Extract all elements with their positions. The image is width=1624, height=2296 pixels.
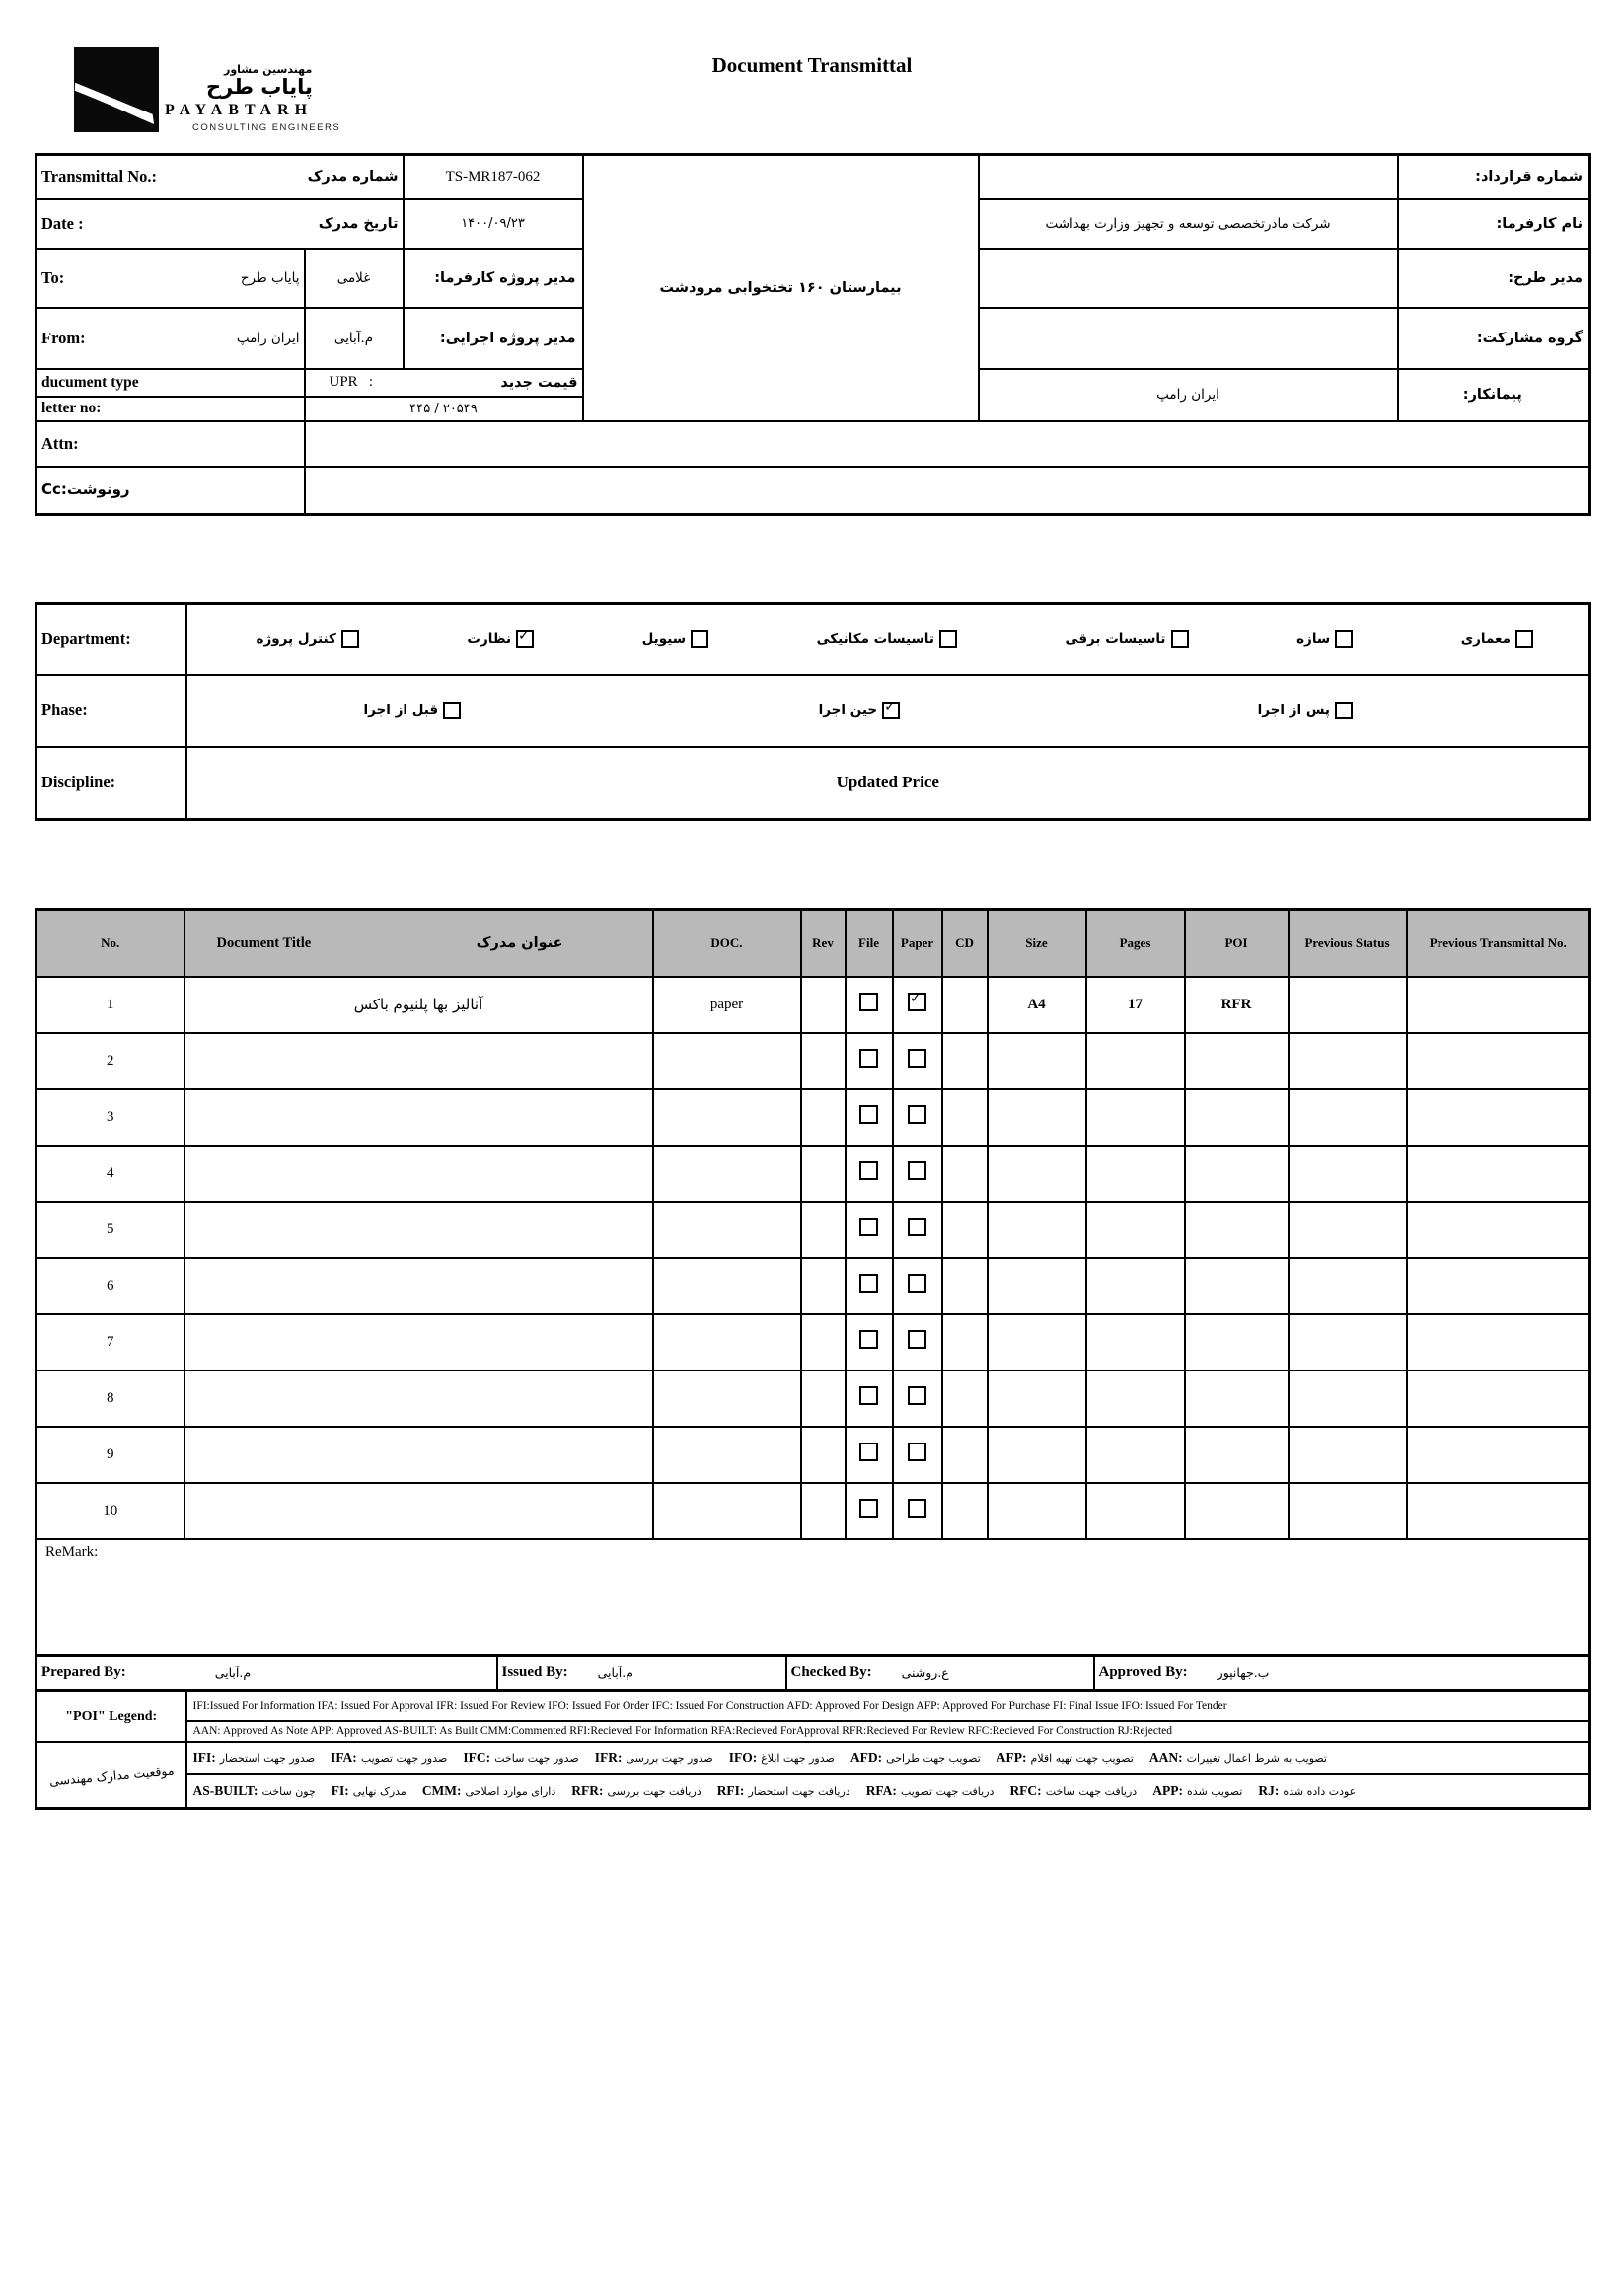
from-person: م.آبایی bbox=[305, 308, 404, 369]
after-exec-checkbox[interactable] bbox=[1335, 702, 1353, 719]
logo-en-name: PAYABTARH bbox=[165, 102, 314, 119]
col-header-pages: Pages bbox=[1086, 910, 1185, 977]
table-row bbox=[37, 1202, 1590, 1258]
file-checkbox[interactable] bbox=[859, 1499, 878, 1518]
to-value: پایاب طرح bbox=[240, 269, 300, 286]
transmittal-no-label: Transmittal No.: bbox=[41, 167, 158, 186]
legend-fa-line1: IFI: صدور جهت استحضار IFA: صدور جهت تصویب IFC: صدور جهت ساخت IFR: صدور جهت بررسی IFO: صدور جهت ابلاغ AFD: تصویب جهت طراحی AFP: تصویب جهت تهیه اقلام AAN: تصویب به شرط اعمال تغییرات bbox=[186, 1742, 1590, 1774]
row-no: 7 bbox=[37, 1314, 185, 1370]
barghi-checkbox[interactable] bbox=[1171, 630, 1189, 648]
logo-en-subtitle: CONSULTING ENGINEERS bbox=[192, 122, 341, 134]
col-header-poi: POI bbox=[1185, 910, 1289, 977]
issued-by-value: م.آبایی bbox=[597, 1666, 633, 1680]
row-poi: RFR bbox=[1185, 977, 1289, 1033]
design-manager-value bbox=[979, 249, 1398, 308]
table-row bbox=[37, 1483, 1590, 1539]
dept-option-memari: معماری bbox=[1461, 630, 1533, 648]
checked-by-value: ع.روشنی bbox=[901, 1666, 949, 1680]
civil-checkbox[interactable] bbox=[691, 630, 708, 648]
row-no: 10 bbox=[37, 1483, 185, 1539]
paper-checkbox[interactable] bbox=[908, 1386, 926, 1405]
attn-label: Attn: bbox=[41, 433, 79, 453]
design-manager-label: مدیر طرح: bbox=[1398, 249, 1590, 308]
col-header-cd: CD bbox=[942, 910, 988, 977]
approved-by-value: ب.جهانپور bbox=[1217, 1666, 1270, 1680]
logo-fa-tagline: مهندسین مشاور bbox=[224, 63, 313, 76]
before-exec-checkbox[interactable] bbox=[443, 702, 461, 719]
jv-group-value bbox=[979, 308, 1398, 369]
phase-option-during: ✓ حین اجرا bbox=[819, 702, 900, 719]
client-name-value: شرکت مادرتخصصی توسعه و تجهیز وزارت بهداشت bbox=[979, 199, 1398, 249]
checked-by-cell bbox=[786, 1656, 1094, 1691]
table-row bbox=[37, 1146, 1590, 1202]
row-prev-status bbox=[1289, 977, 1407, 1033]
file-checkbox[interactable] bbox=[859, 1274, 878, 1293]
row-no: 2 bbox=[37, 1033, 185, 1089]
contract-no-label: شماره قرارداد: bbox=[1398, 155, 1590, 199]
document-type-fa: قیمت جدید bbox=[500, 374, 578, 391]
transmittal-info-table bbox=[35, 153, 1591, 516]
table-row bbox=[37, 1033, 1590, 1089]
prepared-by-value: م.آبایی bbox=[214, 1666, 252, 1680]
row-no: 5 bbox=[37, 1202, 185, 1258]
document-type-label: ducument type bbox=[41, 373, 139, 391]
file-checkbox[interactable] bbox=[859, 1161, 878, 1180]
file-checkbox[interactable] bbox=[859, 1386, 878, 1405]
legend-en-line2: AAN: Approved As Note APP: Approved AS-BUILT: As Built CMM:Commented RFI:Recieved For Information RFA:Recieved ForApproval RFR:Recieved For Review RFC:Recieved For Construction RJ:Rejected bbox=[186, 1721, 1590, 1742]
col-header-doc: DOC. bbox=[653, 910, 801, 977]
dept-option-sazeh: سازه bbox=[1296, 630, 1353, 648]
phase-label: Phase: bbox=[37, 675, 186, 747]
signatures-table bbox=[35, 1654, 1591, 1692]
contract-no-value bbox=[979, 155, 1398, 199]
client-name-label: نام کارفرما: bbox=[1398, 199, 1590, 249]
to-person: غلامی bbox=[305, 249, 404, 308]
checked-by-label: Checked By: bbox=[790, 1665, 872, 1680]
legend-en-line1: IFI:Issued For Information IFA: Issued For Approval IFR: Issued For Review IFO: Issued For Order IFC: Issued For Construction AFD: Approved For Design AFP: Approved For Purchase FI: Final Issue IFO: Issued For Tender bbox=[186, 1691, 1590, 1721]
dept-option-nezarat: ✓ نظارت bbox=[467, 630, 534, 648]
nezarat-checkbox[interactable] bbox=[516, 630, 534, 648]
cc-value-cell bbox=[305, 467, 1590, 515]
row-size: A4 bbox=[988, 977, 1086, 1033]
from-value: ایران رامپ bbox=[236, 330, 300, 346]
poi-legend-table bbox=[35, 1689, 1591, 1810]
col-header-no: No. bbox=[37, 910, 185, 977]
documents-table bbox=[35, 908, 1591, 1657]
file-checkbox[interactable] bbox=[859, 993, 878, 1011]
col-header-prev-status: Previous Status bbox=[1289, 910, 1407, 977]
file-checkbox[interactable] bbox=[859, 1330, 878, 1349]
dept-option-barghi: تاسیسات برقی bbox=[1066, 630, 1189, 648]
table-row bbox=[37, 1427, 1590, 1483]
phase-options-cell bbox=[186, 675, 1590, 747]
poi-legend-label: "POI" Legend: bbox=[37, 1691, 186, 1742]
row-cd bbox=[942, 977, 988, 1033]
col-header-prev-transmittal: Previous Transmittal No. bbox=[1407, 910, 1590, 977]
to-role-label: مدیر پروژه کارفرما: bbox=[404, 249, 583, 308]
col-header-title: Document Title عنوان مدرک bbox=[185, 910, 653, 977]
paper-checkbox[interactable] bbox=[908, 1161, 926, 1180]
paper-checkbox[interactable] bbox=[908, 1330, 926, 1349]
date-label-fa: تاریخ مدرک bbox=[318, 215, 399, 232]
approved-by-label: Approved By: bbox=[1098, 1665, 1188, 1680]
from-label: From: bbox=[41, 328, 86, 347]
dept-option-civil: سیویل bbox=[642, 630, 708, 648]
phase-option-before: قبل از اجرا bbox=[364, 702, 462, 719]
transmittal-no-label-cell bbox=[37, 155, 404, 199]
prepared-by-label: Prepared By: bbox=[41, 1665, 126, 1680]
table-row bbox=[37, 1089, 1590, 1146]
department-table bbox=[35, 602, 1591, 821]
attn-value-cell bbox=[305, 421, 1590, 467]
during-exec-checkbox[interactable] bbox=[882, 702, 900, 719]
row-no: 6 bbox=[37, 1258, 185, 1314]
date-value: ۱۴۰۰/۰۹/۲۳ bbox=[404, 199, 583, 249]
legend-fa-line2: AS-BUILT: چون ساخت FI: مدرک نهایی CMM: دارای موارد اصلاحی RFR: دریافت جهت بررسی RFI: دریافت جهت استحضار RFA: دریافت جهت تصویب RFC: دریافت جهت ساخت APP: تصویب شده RJ: عودت داده شده bbox=[186, 1774, 1590, 1809]
row-no: 4 bbox=[37, 1146, 185, 1202]
jv-group-label: گروه مشارکت: bbox=[1398, 308, 1590, 369]
table-row bbox=[37, 1258, 1590, 1314]
document-type-label-cell bbox=[37, 369, 305, 397]
transmittal-no-value: TS-MR187-062 bbox=[404, 155, 583, 199]
letter-no-label-cell bbox=[37, 397, 305, 421]
cc-label: Cc:رونوشت bbox=[41, 481, 130, 499]
paper-checkbox[interactable] bbox=[908, 1218, 926, 1236]
dept-option-mekaniki: تاسیسات مکانیکی bbox=[817, 630, 957, 648]
paper-checkbox[interactable] bbox=[908, 1274, 926, 1293]
row-no: 8 bbox=[37, 1370, 185, 1427]
issued-by-cell bbox=[497, 1656, 786, 1691]
cc-label-cell bbox=[37, 467, 305, 515]
department-label: Department: bbox=[37, 604, 186, 675]
discipline-label: Discipline: bbox=[37, 747, 186, 820]
page-title: Document Transmittal bbox=[711, 53, 913, 77]
issued-by-label: Issued By: bbox=[501, 1665, 568, 1680]
row-no: 1 bbox=[37, 977, 185, 1033]
col-header-rev: Rev bbox=[801, 910, 846, 977]
row-pages: 17 bbox=[1086, 977, 1185, 1033]
row-title: آنالیز بها پلنیوم باکس bbox=[185, 977, 653, 1033]
transmittal-no-label-fa: شماره مدرک bbox=[307, 169, 399, 185]
project-name: بیمارستان ۱۶۰ تختخوابی مرودشت bbox=[583, 155, 979, 421]
letter-no-value: ۴۴۵ / ۲۰۵۴۹ bbox=[305, 397, 583, 421]
page-header bbox=[0, 39, 1624, 148]
table-row bbox=[37, 1314, 1590, 1370]
table-row bbox=[37, 977, 1590, 1033]
row-prev-transmittal bbox=[1407, 977, 1590, 1033]
paper-checkbox[interactable] bbox=[908, 1499, 926, 1518]
col-header-paper: Paper bbox=[893, 910, 942, 977]
attn-label-cell bbox=[37, 421, 305, 467]
engineering-docs-status-label: موقعیت مدارک مهندسی bbox=[34, 1736, 188, 1815]
row-doc: paper bbox=[653, 977, 801, 1033]
file-checkbox[interactable] bbox=[859, 1105, 878, 1124]
date-label-cell bbox=[37, 199, 404, 249]
row-rev bbox=[801, 977, 846, 1033]
contractor-value: ایران رامپ bbox=[979, 369, 1398, 421]
file-checkbox[interactable] bbox=[859, 1443, 878, 1461]
paper-checkbox[interactable] bbox=[908, 993, 926, 1011]
to-cell bbox=[37, 249, 305, 308]
col-header-size: Size bbox=[988, 910, 1086, 977]
remark-cell: ReMark: bbox=[37, 1539, 1590, 1656]
row-no: 9 bbox=[37, 1427, 185, 1483]
document-type-code: UPR : bbox=[329, 374, 374, 390]
mekaniki-checkbox[interactable] bbox=[939, 630, 957, 648]
approved-by-cell bbox=[1094, 1656, 1590, 1691]
from-cell bbox=[37, 308, 305, 369]
letter-no-label: letter no: bbox=[41, 400, 102, 416]
file-checkbox[interactable] bbox=[859, 1049, 878, 1068]
phase-option-after: پس از اجرا bbox=[1258, 702, 1353, 719]
table-row bbox=[37, 1370, 1590, 1427]
row-no: 3 bbox=[37, 1089, 185, 1146]
document-type-value-cell bbox=[305, 369, 583, 397]
contractor-label: پیمانکار: bbox=[1398, 369, 1590, 421]
department-options-cell bbox=[186, 604, 1590, 675]
paper-checkbox[interactable] bbox=[908, 1443, 926, 1461]
file-checkbox[interactable] bbox=[859, 1218, 878, 1236]
prepared-by-cell bbox=[37, 1656, 497, 1691]
date-label: Date : bbox=[41, 213, 84, 233]
to-label: To: bbox=[41, 267, 65, 287]
logo-fa-name: پایاب طرح bbox=[206, 75, 313, 99]
dept-option-control: کنترل پروژه bbox=[257, 630, 359, 648]
project-control-checkbox[interactable] bbox=[341, 630, 359, 648]
from-role-label: مدیر پروژه اجرایی: bbox=[404, 308, 583, 369]
paper-checkbox[interactable] bbox=[908, 1049, 926, 1068]
paper-checkbox[interactable] bbox=[908, 1105, 926, 1124]
discipline-value: Updated Price bbox=[186, 747, 1590, 820]
memari-checkbox[interactable] bbox=[1515, 630, 1533, 648]
sazeh-checkbox[interactable] bbox=[1335, 630, 1353, 648]
col-header-file: File bbox=[846, 910, 893, 977]
